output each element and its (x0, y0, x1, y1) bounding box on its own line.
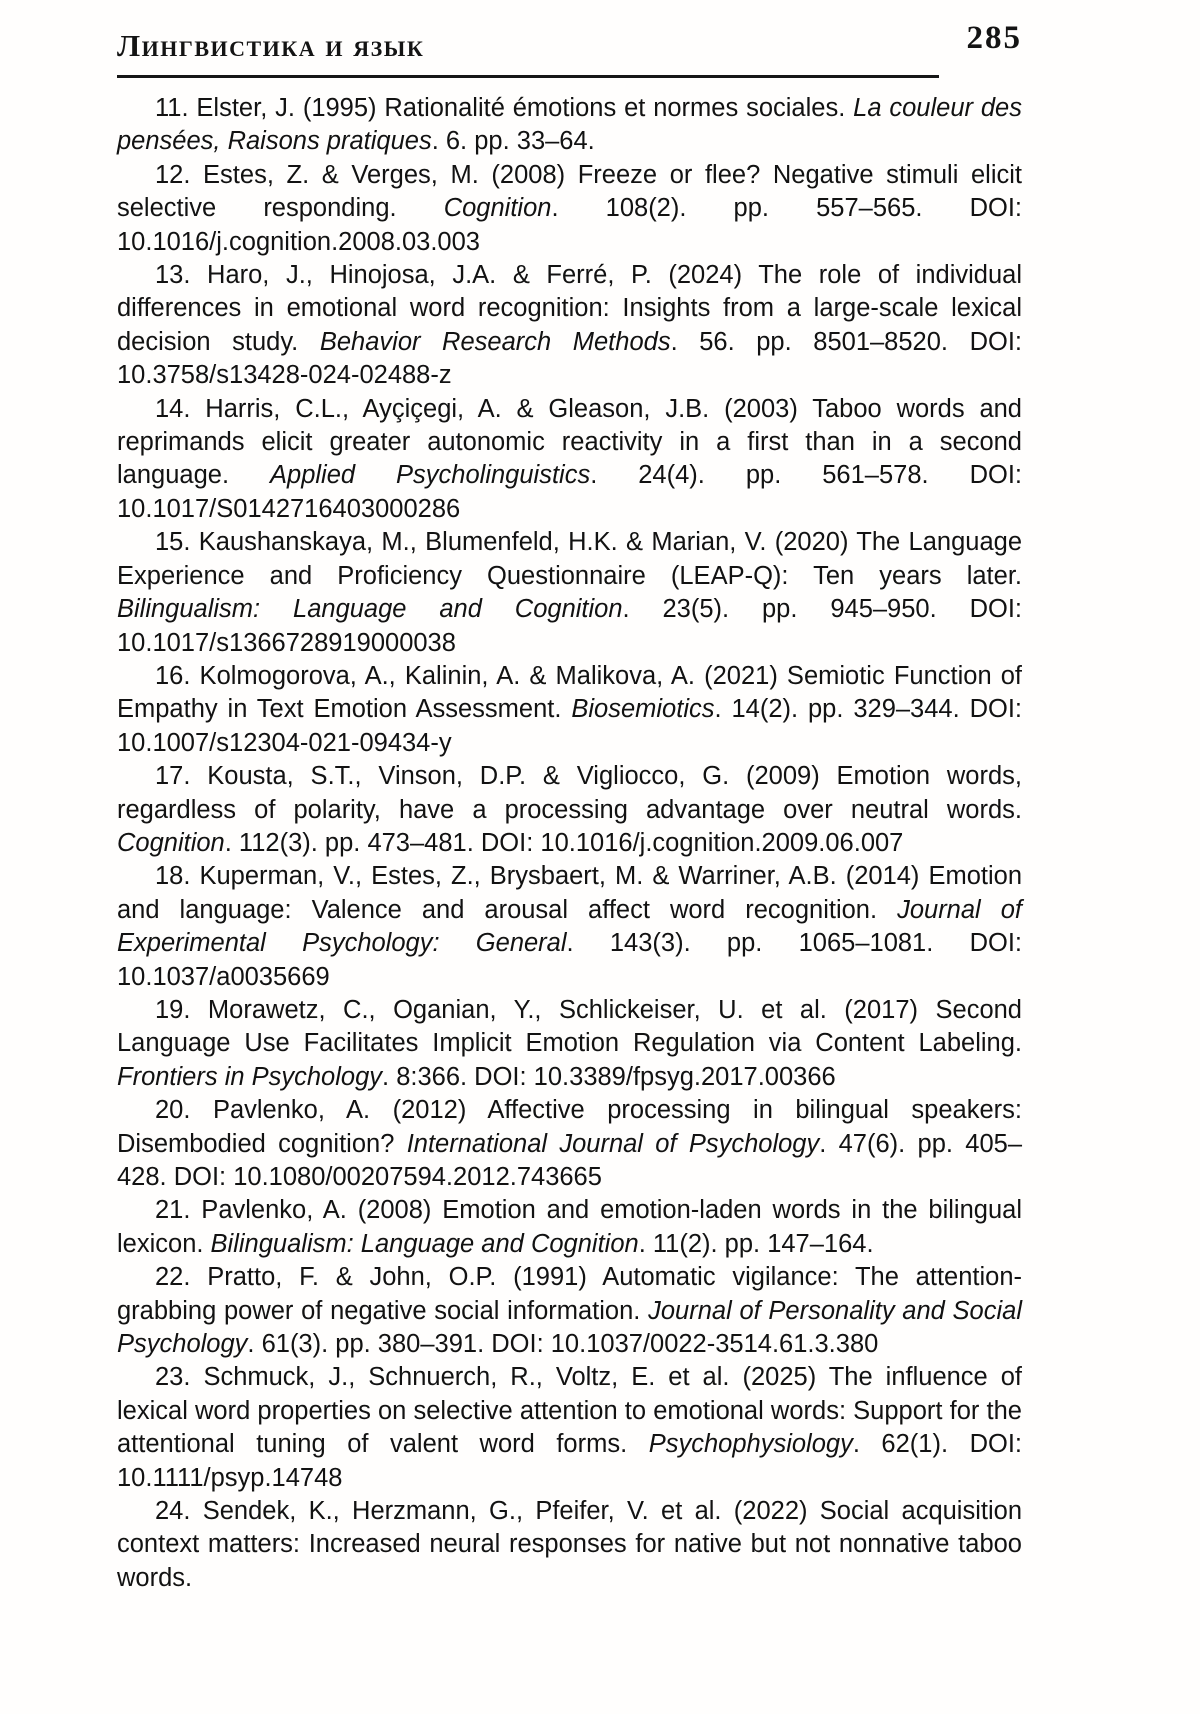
reference-item (117, 1495, 1022, 1595)
reference-text-segment: . 6. pp. 33–64. (431, 127, 595, 156)
reference-text-segment: 18. Kuperman, V., Estes, Z., Brysbaert, M. & Warriner, A.B. (2014) Emotion and language: Valence and arousal affect word recognition. (117, 862, 1022, 924)
reference-source-title: Biosemiotics (571, 695, 715, 724)
reference-item (117, 760, 1022, 860)
reference-item (117, 393, 1022, 527)
reference-text-segment: . 62(1). DOI: 10.1111/psyp.14748 (117, 1430, 1022, 1492)
reference-source-title: La couleur des pensées, Raisons pratiques (117, 94, 1022, 156)
reference-text-segment: 12. Estes, Z. & Verges, M. (2008) Freeze or flee? Negative stimuli elicit selective responding. (117, 160, 1022, 223)
reference-text-segment: 11. Elster, J. (1995) Rationalité émotions et normes sociales. (155, 94, 854, 122)
reference-list (117, 92, 1022, 1595)
reference-text-segment: 14. Harris, C.L., Ayçiçegi, A. & Gleason, J.B. (2003) Taboo words and reprimands elicit greater autonomic reactivity in a first than in a second language. (117, 394, 1022, 490)
reference-item (117, 159, 1022, 259)
reference-text-segment: . 8:366. DOI: 10.3389/fpsyg.2017.00366 (382, 1062, 836, 1091)
reference-source-title: Applied Psycholinguistics (270, 461, 591, 490)
reference-item (117, 92, 1022, 159)
reference-text-segment: . 143(3). pp. 1065–1081. DOI: 10.1037/a0035669 (117, 929, 1022, 991)
header-rule (117, 75, 939, 78)
reference-text-segment: . 56. pp. 8501–8520. DOI: 10.3758/s13428-024-02488-z (117, 327, 1022, 390)
reference-source-title: Journal of Personality and Social Psychology (117, 1296, 1022, 1359)
reference-text-segment: 24. Sendek, K., Herzmann, G., Pfeifer, V. et al. (2022) Social acquisition context matters: Increased neural responses for native but not nonnative taboo words. (117, 1497, 1022, 1592)
reference-source-title: Journal of Experimental Psychology: General (117, 895, 1022, 958)
reference-text-segment: 20. Pavlenko, A. (2012) Affective processing in bilingual speakers: Disembodied cognition? (117, 1096, 1022, 1158)
reference-source-title: Frontiers in Psychology (117, 1062, 383, 1091)
reference-item (117, 1261, 1022, 1361)
reference-item (117, 526, 1022, 660)
page-number: 285 (966, 20, 1022, 56)
reference-item (117, 994, 1022, 1094)
reference-text-segment: . 112(3). pp. 473–481. DOI: 10.1016/j.cognition.2009.06.007 (224, 828, 904, 857)
page-header (117, 20, 1022, 78)
reference-text-segment: . 108(2). pp. 557–565. DOI: 10.1016/j.cognition.2008.03.003 (117, 194, 1022, 256)
reference-item (117, 1094, 1022, 1194)
reference-text-segment: 15. Kaushanskaya, M., Blumenfeld, H.K. & Marian, V. (2020) The Language Experience and Proficiency Questionnaire (LEAP-Q): Ten years later. (117, 528, 1022, 590)
reference-text-segment: 19. Morawetz, C., Oganian, Y., Schlickeiser, U. et al. (2017) Second Language Use Facilitates Implicit Emotion Regulation via Content Labeling. (117, 995, 1022, 1058)
reference-text-segment: . 23(5). pp. 945–950. DOI: 10.1017/s1366728919000038 (117, 595, 1022, 657)
reference-source-title: Cognition (117, 828, 225, 857)
reference-text-segment: 17. Kousta, S.T., Vinson, D.P. & Vigliocco, G. (2009) Emotion words, regardless of polarity, have a processing advantage over neutral words. (117, 762, 1022, 824)
reference-item (117, 860, 1022, 994)
reference-text-segment: 21. Pavlenko, A. (2008) Emotion and emotion-laden words in the bilingual lexicon. (117, 1196, 1022, 1258)
reference-item (117, 1194, 1022, 1261)
reference-source-title: Bilingualism: Language and Cognition (117, 595, 623, 624)
running-head-title: Лингвистика и язык (117, 28, 425, 63)
reference-text-segment: . 47(6). pp. 405–428. DOI: 10.1080/00207594.2012.743665 (117, 1129, 1022, 1191)
reference-item (117, 259, 1022, 393)
header-row (117, 20, 1022, 72)
reference-text-segment: 16. Kolmogorova, A., Kalinin, A. & Malikova, A. (2021) Semiotic Function of Empathy in Text Emotion Assessment. (117, 661, 1022, 724)
reference-item (117, 1361, 1022, 1495)
reference-source-title: Behavior Research Methods (319, 327, 671, 356)
reference-text-segment: . 14(2). pp. 329–344. DOI: 10.1007/s12304-021-09434-y (117, 695, 1022, 757)
reference-source-title: Cognition (443, 194, 552, 223)
reference-text-segment: 23. Schmuck, J., Schnuerch, R., Voltz, E. et al. (2025) The influence of lexical word properties on selective attention to emotional words: Support for the attentional tuning of valent word forms. (117, 1363, 1022, 1459)
reference-text-segment: . 24(4). pp. 561–578. DOI: 10.1017/S0142716403000286 (117, 461, 1022, 523)
reference-text-segment: . 11(2). pp. 147–164. (638, 1229, 874, 1258)
reference-text-segment: 22. Pratto, F. & John, O.P. (1991) Automatic vigilance: The attention-grabbing power of negative social information. (117, 1263, 1022, 1325)
reference-item (117, 660, 1022, 760)
reference-source-title: Bilingualism: Language and Cognition (210, 1229, 639, 1258)
reference-source-title: International Journal of Psychology (406, 1129, 820, 1158)
reference-source-title: Psychophysiology (648, 1430, 853, 1459)
reference-text-segment: . 61(3). pp. 380–391. DOI: 10.1037/0022-3514.61.3.380 (247, 1330, 879, 1359)
reference-text-segment: 13. Haro, J., Hinojosa, J.A. & Ferré, P. (2024) The role of individual differences in emotional word recognition: Insights from a large-scale lexical decision study. (117, 261, 1022, 356)
